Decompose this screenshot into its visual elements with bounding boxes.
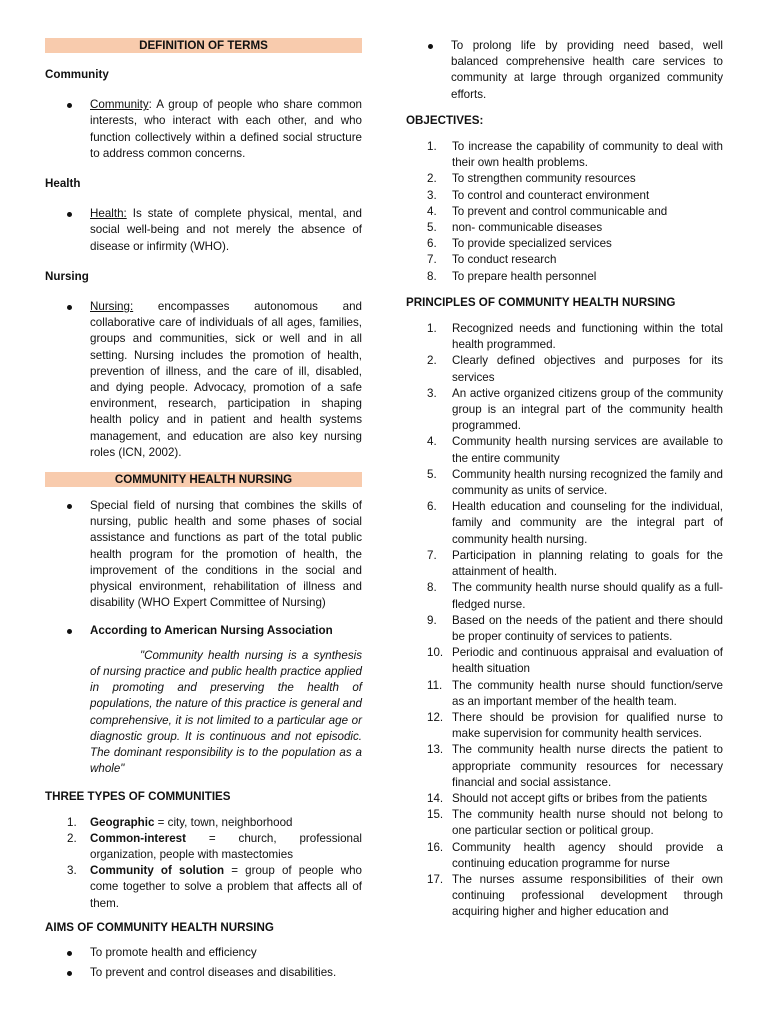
health-term: Health: bbox=[90, 207, 127, 221]
ana-quote: "Community health nursing is a synthesis of nursing practice and public health practice applied in promoting and preserving the health of populations, the nature of this practice is general and comprehensive, it is not limited to a particular age or diagnostic group. It is continuous and not episodic. The dominant responsibility is to the population as a whole" bbox=[90, 648, 362, 776]
nursing-heading: Nursing bbox=[45, 269, 89, 283]
community-health-nursing-banner: COMMUNITY HEALTH NURSING bbox=[45, 472, 362, 487]
list-item: 8. The community health nurse should qualify as a full-fledged nurse. bbox=[427, 581, 723, 611]
principles-heading: PRINCIPLES OF COMMUNITY HEALTH NURSING bbox=[406, 295, 676, 309]
ana-label: According to American Nursing Association bbox=[45, 623, 362, 639]
list-item: 6. To provide specialized services bbox=[427, 237, 612, 251]
list-item: 3. An active organized citizens group of the community group is an integral part of the community health programmed. bbox=[427, 386, 723, 433]
list-item: 5. Community health nursing recognized the family and community as units of service. bbox=[427, 467, 723, 498]
three-types-heading: THREE TYPES OF COMMUNITIES bbox=[45, 790, 231, 804]
list-item: 12. There should be provision for qualified nurse to make supervision for community health services. bbox=[427, 710, 723, 741]
objectives-list bbox=[406, 139, 723, 285]
list-item: 10. Periodic and continuous appraisal and evaluation of health situation bbox=[427, 646, 723, 676]
aims-heading: AIMS OF COMMUNITY HEALTH NURSING bbox=[45, 920, 274, 934]
list-item: 5. non- communicable diseases bbox=[427, 221, 603, 235]
principles-list bbox=[406, 321, 723, 921]
list-item: 1. To increase the capability of community to deal with their own health problems. bbox=[427, 140, 723, 170]
community-definition bbox=[45, 97, 362, 162]
aim-item-continued: To prolong life by providing need based, well balanced comprehensive health care services to community at large through organized community efforts. bbox=[406, 38, 723, 103]
list-item: 2. Common-interest = church, professional organization, people with mastectomies bbox=[67, 831, 362, 861]
list-item: 3. Community of solution = group of people who come together to solve a problem that affects all of them. bbox=[67, 864, 363, 910]
list-item: 7. Participation in planning relating to goals for the attainment of health. bbox=[427, 548, 723, 579]
list-item: 14. Should not accept gifts or bribes from the patients bbox=[427, 791, 708, 805]
community-types-list bbox=[45, 815, 362, 912]
aim-item: To promote health and efficiency bbox=[45, 945, 362, 961]
objectives-heading: OBJECTIVES: bbox=[406, 113, 484, 127]
list-item: 1. Recognized needs and functioning within the total health programmed. bbox=[427, 322, 723, 352]
list-item: 9. Based on the needs of the patient and there should be proper continuity of services to patients. bbox=[427, 613, 723, 643]
chn-definition: Special field of nursing that combines the skills of nursing, public health and some phases of social assistance and functions as part of the total public health program for the promotion of health, the improvement of the conditions in the social and physical environment, rehabilitation of illness and disability (WHO Expert Committee of Nursing) bbox=[45, 498, 362, 611]
list-item: 16. Community health agency should provide a continuing education programme for nurse bbox=[427, 840, 723, 870]
definition-of-terms-banner: DEFINITION OF TERMS bbox=[45, 38, 362, 53]
health-definition bbox=[45, 206, 362, 255]
left-column bbox=[45, 38, 362, 985]
health-text: Is state of complete physical, mental, and social well-being and not merely the absence of disease or infirmity (WHO). bbox=[90, 207, 362, 253]
list-item: 17. The nurses assume responsibilities of their own continuing professional development through acquiring higher and higher education and bbox=[427, 872, 723, 919]
list-item: 4. To prevent and control communicable and bbox=[427, 204, 668, 218]
aim-item: To prevent and control diseases and disabilities. bbox=[45, 965, 362, 981]
list-item: 8. To prepare health personnel bbox=[427, 269, 597, 283]
list-item: 1. Geographic = city, town, neighborhood bbox=[67, 815, 293, 829]
list-item: 11. The community health nurse should function/serve as an important member of the health team. bbox=[427, 678, 723, 708]
community-heading: Community bbox=[45, 68, 109, 81]
list-item: 4. Community health nursing services are available to the entire community bbox=[427, 435, 723, 465]
list-item: 13. The community health nurse directs the patient to appropriate community resources for necessary financial and social assistance. bbox=[427, 743, 723, 789]
nursing-definition bbox=[45, 299, 362, 461]
right-column bbox=[406, 38, 723, 933]
list-item: 6. Health education and counseling for the individual, family and community are the integral part of community health nursing. bbox=[427, 500, 723, 546]
list-item: 2. To strengthen community resources bbox=[427, 172, 636, 186]
list-item: 7. To conduct research bbox=[427, 253, 557, 267]
nursing-text: encompasses autonomous and collaborative care of individuals of all ages, families, groups and communities, sick or well and in all setting. Nursing includes the promotion of health, prevention of illness, and the care of ill, disabled, and dying people. Advocacy, promotion of a safe environment, research, participation in shaping health policy and in patient and health systems management, and education are also key nursing roles (ICN, 2002). bbox=[90, 300, 362, 459]
list-item: 15. The community health nurse should not belong to one particular section or political group. bbox=[427, 808, 723, 838]
nursing-term: Nursing: bbox=[90, 300, 134, 314]
list-item: 3. To control and counteract environment bbox=[427, 188, 650, 202]
community-text: : A group of people who share common interests, who interact with each other, and who function collectively within a defined social structure to address common concerns. bbox=[90, 98, 362, 160]
community-term: Community bbox=[90, 98, 149, 112]
health-heading: Health bbox=[45, 177, 81, 191]
list-item: 2. Clearly defined objectives and purposes for its services bbox=[427, 354, 723, 384]
